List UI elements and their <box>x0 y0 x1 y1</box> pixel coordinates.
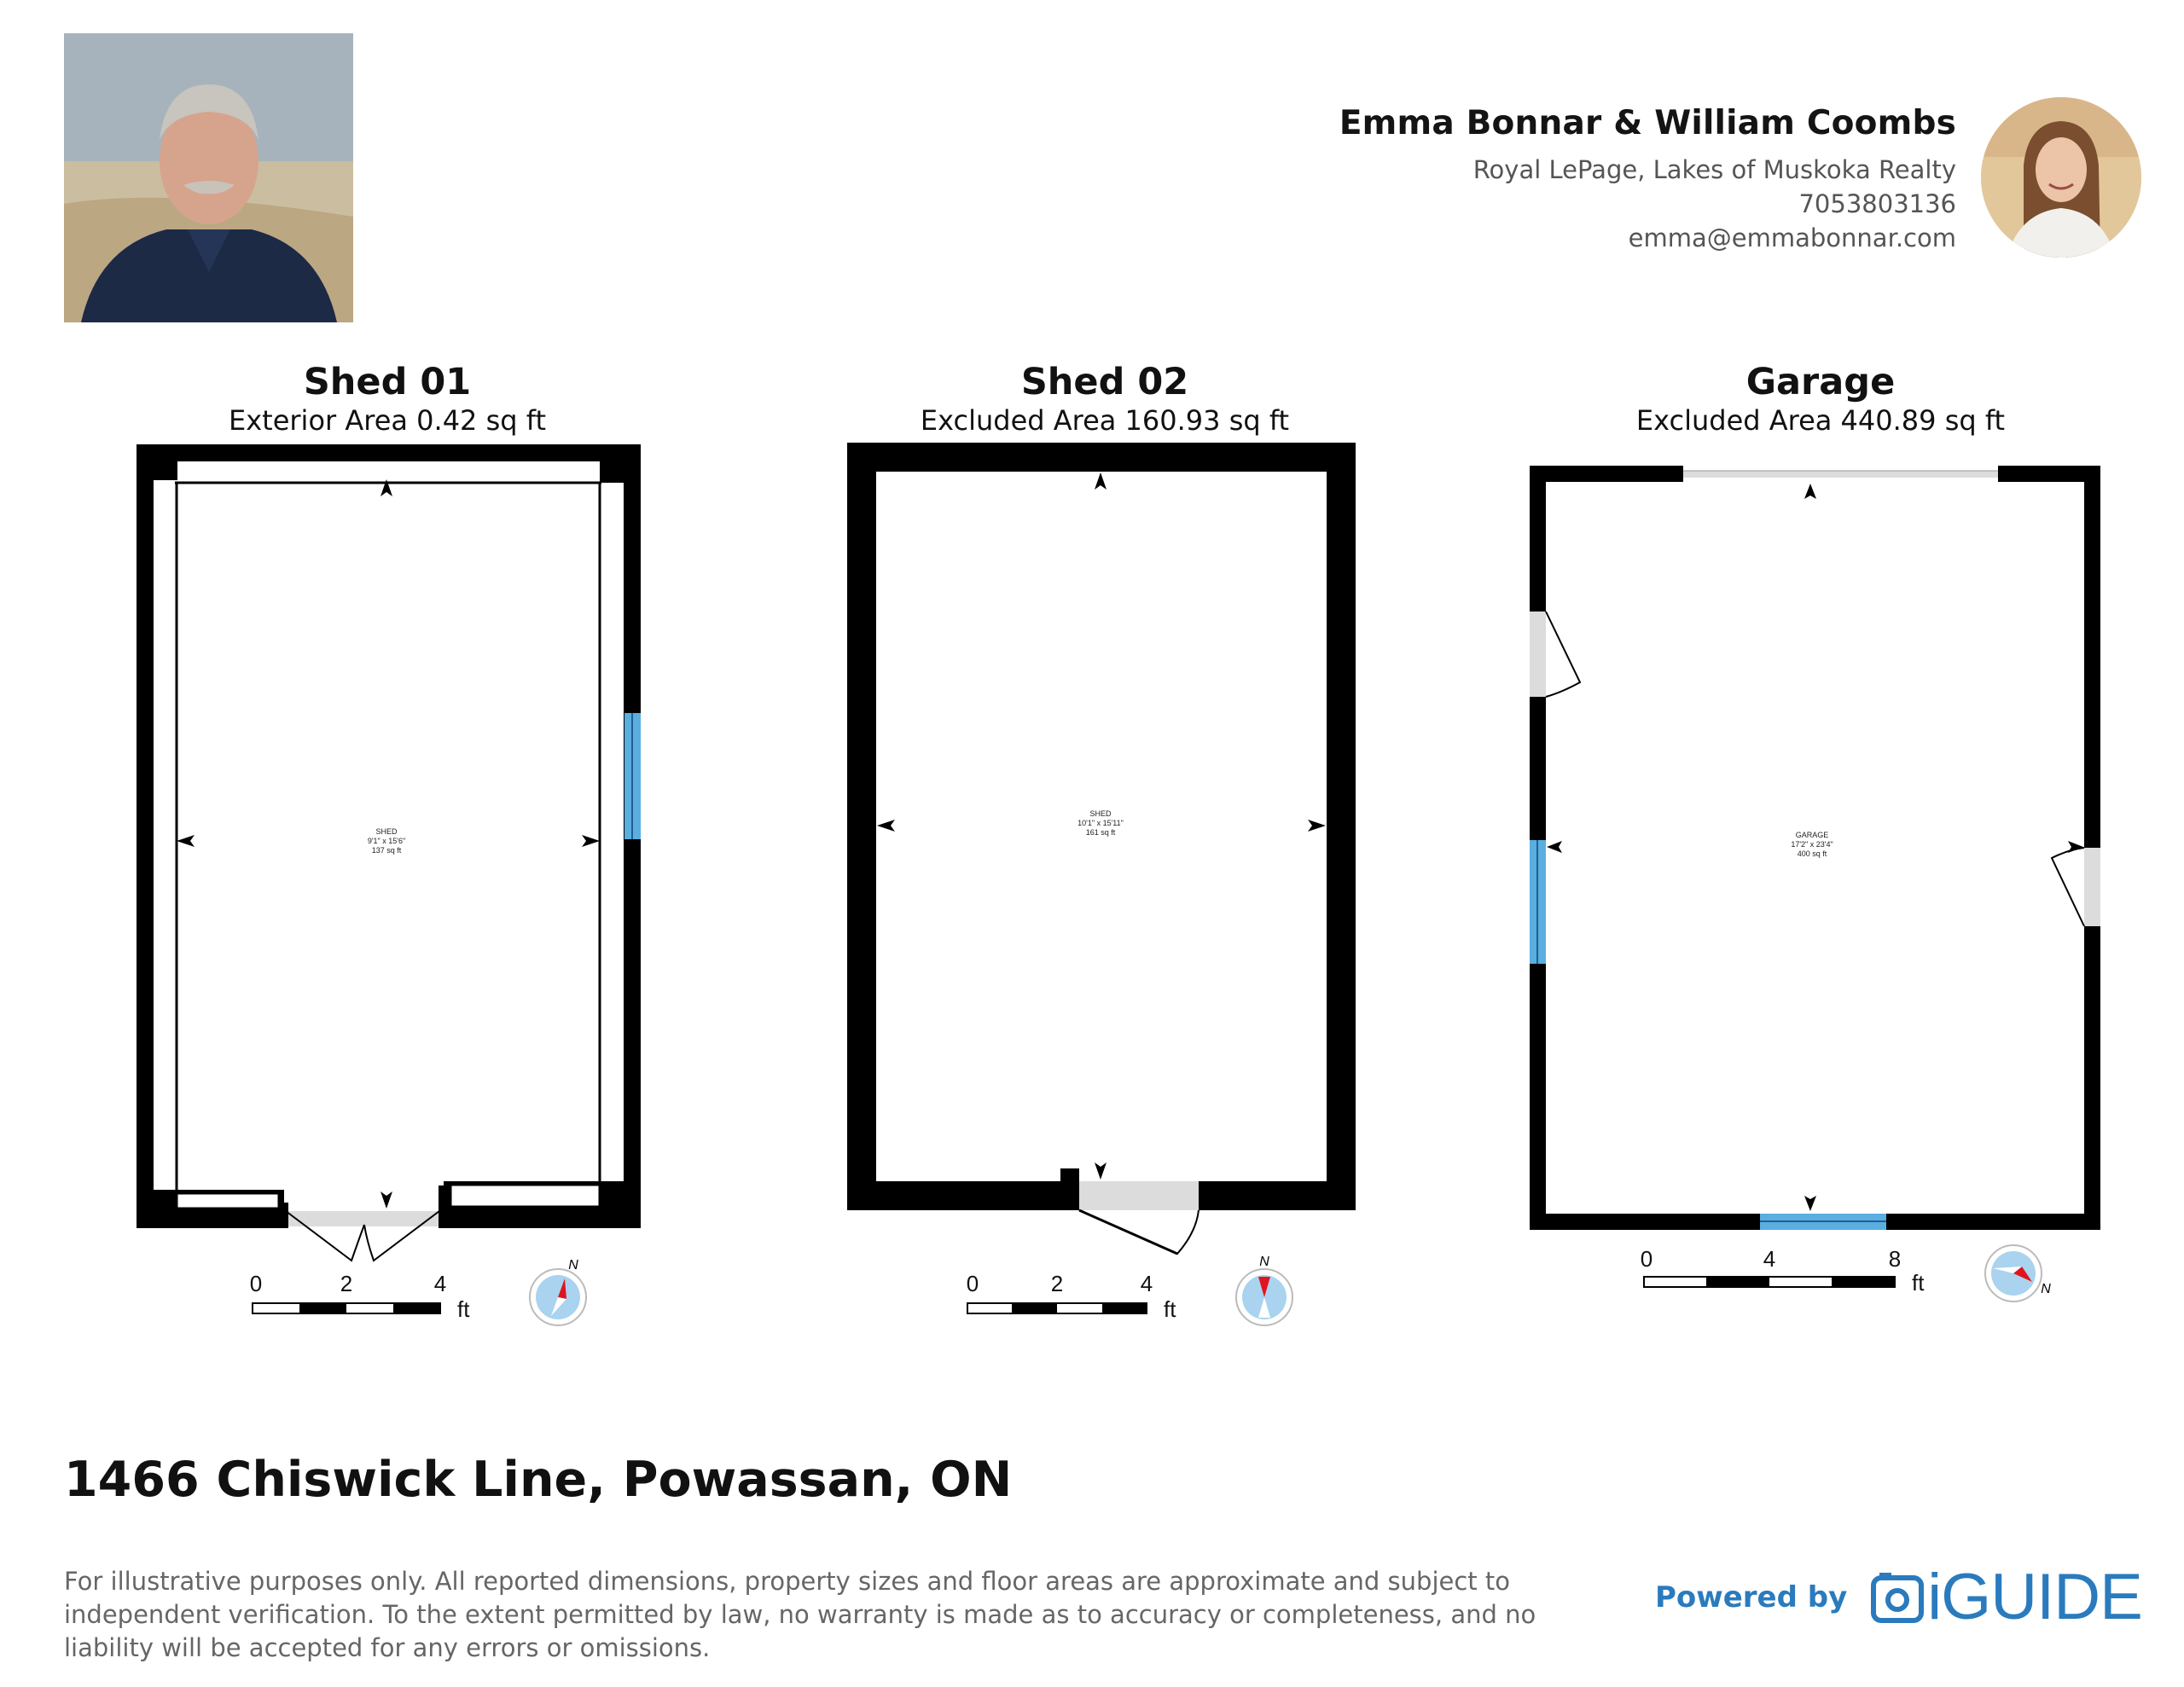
agent-email[interactable]: emma@emmabonnar.com <box>1628 223 1956 252</box>
scale-unit: ft <box>457 1296 470 1322</box>
compass-north-label: N <box>1259 1255 1269 1269</box>
iguide-camera-icon <box>1871 1571 1924 1624</box>
iguide-logo-text: iGUIDE <box>1927 1561 2142 1633</box>
plan-heading: Garage <box>1745 361 1896 403</box>
scale-tick-label: 2 <box>1050 1271 1064 1296</box>
room-area: 137 sq ft <box>371 846 402 855</box>
plan-area: Excluded Area 440.89 sq ft <box>1635 404 2006 437</box>
plan-heading: Shed 01 <box>303 361 472 403</box>
room-area: 161 sq ft <box>1085 828 1116 837</box>
scale-tick-label: 4 <box>1763 1246 1776 1272</box>
agent-phone[interactable]: 7053803136 <box>1798 189 1956 218</box>
room-name: GARAGE <box>1795 831 1829 839</box>
room-dims: 9'1" x 15'6" <box>367 837 406 845</box>
room-dims: 17'2" x 23'4" <box>1791 840 1833 849</box>
scale-tick-label: 0 <box>1640 1246 1653 1272</box>
agent-name: Emma Bonnar & William Coombs <box>1339 104 1956 142</box>
scale-tick-label: 4 <box>433 1271 447 1296</box>
plan-area: Exterior Area 0.42 sq ft <box>229 404 546 437</box>
plan-area: Excluded Area 160.93 sq ft <box>920 404 1290 437</box>
scale-tick-label: 0 <box>249 1271 263 1296</box>
room-area: 400 sq ft <box>1797 849 1827 858</box>
scale-tick-label: 0 <box>966 1271 979 1296</box>
scale-tick-label: 4 <box>1140 1271 1153 1296</box>
property-address: 1466 Chiswick Line, Powassan, ON <box>64 1452 1013 1508</box>
powered-by-label: Powered by <box>1655 1580 1848 1615</box>
powered-by-iguide[interactable] <box>1655 1561 2142 1633</box>
compass-north-label: N <box>2041 1282 2051 1296</box>
scale-unit: ft <box>1912 1270 1925 1296</box>
room-name: SHED <box>375 827 398 836</box>
disclaimer-text: For illustrative purposes only. All reported dimensions, property sizes and floor areas are approximate and subject to independent verification. To the extent permitted by law, no warranty is made as to accuracy or completeness, and no liability will be accepted for any errors or omissions. <box>64 1567 1536 1662</box>
plan-heading: Shed 02 <box>1020 361 1189 403</box>
compass-north-label: N <box>568 1258 578 1272</box>
agent-brokerage: Royal LePage, Lakes of Muskoka Realty <box>1472 155 1956 184</box>
room-name: SHED <box>1089 809 1112 818</box>
scale-tick-label: 2 <box>340 1271 353 1296</box>
scale-tick-label: 8 <box>1888 1246 1902 1272</box>
scale-unit: ft <box>1164 1296 1176 1322</box>
room-dims: 10'1" x 15'11" <box>1077 819 1124 827</box>
